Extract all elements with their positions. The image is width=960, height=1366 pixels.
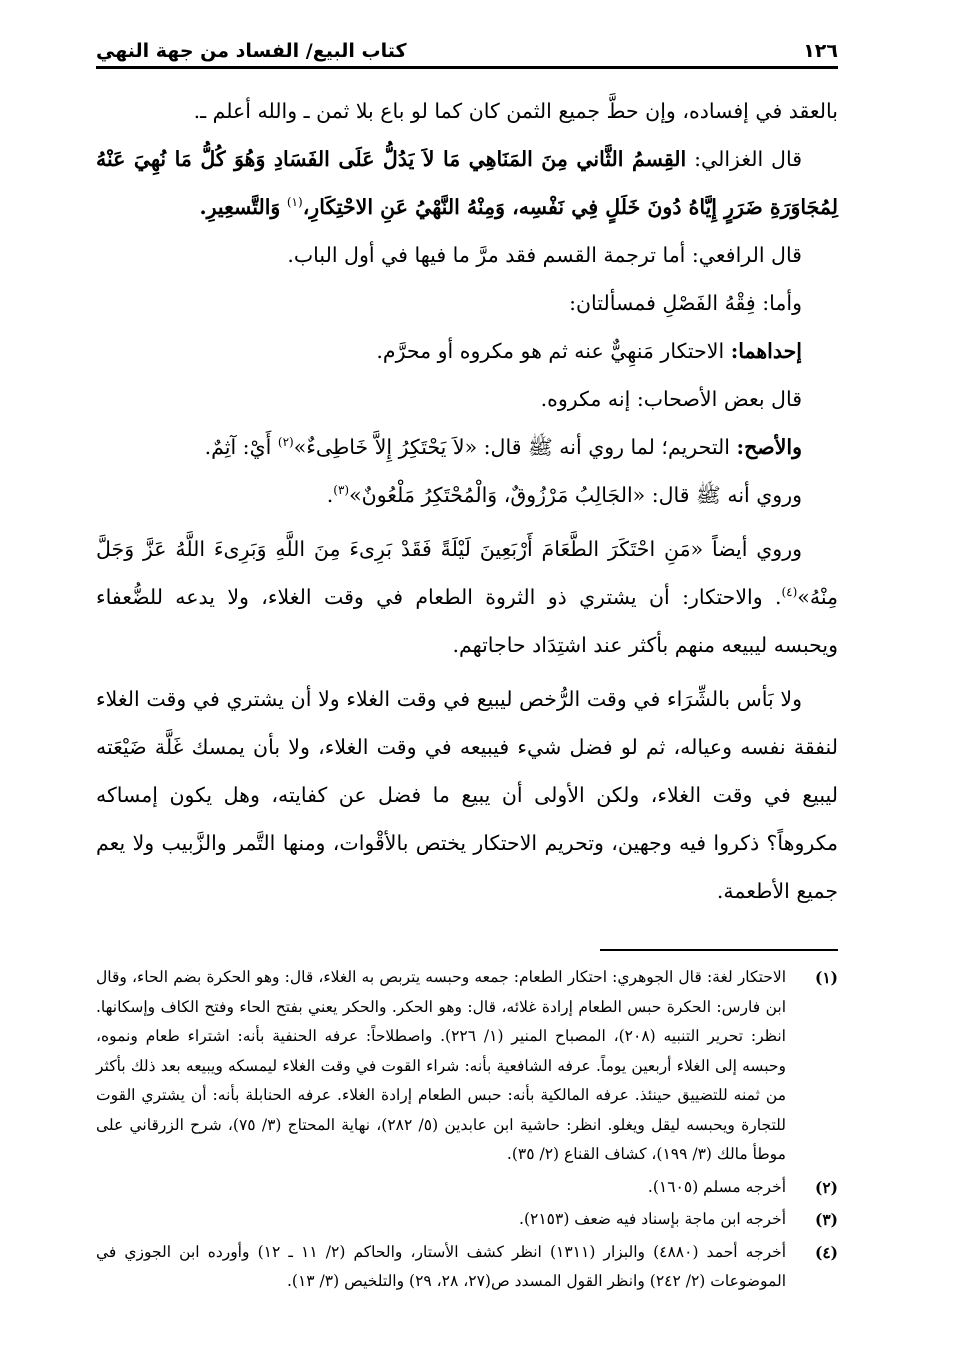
footnote-1 [96,963,838,1170]
footnote-ref-3[interactable]: (٣) [333,483,350,498]
lead-word: وأما: [762,291,802,315]
book-page [96,28,838,1300]
speaker-ghazali: قال الغزالي: [694,147,802,171]
page-number: ١٢٦ [803,40,838,62]
footnote-number: (٢) [814,1177,838,1197]
footnote-ref-2[interactable]: (٢) [277,435,294,450]
footnote-text: أخرجه أحمد (٤٨٨٠) والبزار (١٣١١) انظر كشف الأستار، والحاكم (٢/ ١١ ـ ١٢) وأورده ابن الجوزي في الموضوعات (٢/ ٢٤٢) وانظر القول المسدد ص(٢٧، ٢٨، ٢٩) والتلخيص (٣/ ١٣). [96,1242,787,1290]
footnote-text: الاحتكار لغة: قال الجوهري: احتكار الطعام: جمعه وحبسه يتربص به الغلاء، قال: وهو الحكرة بضم الحاء، وقال ابن فارس: الحكرة حبس الطعام إرادة غلائه، قال: وهو الحكر. والحكر يعني بفتح الحاء وفتح الكاف وإسكانها. انظر: تحرير التنبيه (٢٠٨)، المصباح المنير (١/ ٢٢٦). واصطلاحاً: عرفه الحنفية بأنه: اشتراء طعام ونموه، وحبسه إلى الغلاء أربعين يوماً. عرفه الشافعية بأنه: شراء القوت في وقت الغلاء ليمسكه ويبيعه بعد ذلك بأكثر من ثمنه للتضييق حينئذ. عرفه المالكية بأنه: حبس الطعام إرادة الغلاء. عرفه الحنابلة بأنه: أن يشتري القوت للتجارة ويحبسه ليقل ويغلو. انظر: حاشية ابن عابدين (٥/ ٢٨٢)، نهاية المحتاج (٣/ ٧٥)، شرح الزرقاني على موطأ مالك (٣/ ١٩٩)، كشاف القناع (٢/ ٣٥). [96,968,786,1163]
paragraph-some-companions: قال بعض الأصحاب: إنه مكروه. [540,387,802,411]
lead-word: والأصح: [736,435,802,459]
footnote-number: (١) [814,968,838,987]
header-rule [96,66,838,69]
footnotes [96,963,838,1297]
paragraph-hadith-2: وروي أنه ﷺ قال: «الجَالِبُ مَرْزُوقٌ، وَالْمُحْتَكِرُ مَلْعُونٌ»$^{(٣)}$. [326,483,802,507]
footnote-divider [600,949,838,951]
paragraph-most-correct: والأصح: التحريم؛ لما روي أنه ﷺ قال: «لاَ يَحْتَكِرُ إِلاَّ خَاطِىءٌ»$^{(٢)}$ أَيْ: آثِمٌ. [204,435,802,459]
paragraph-rafii: قال الرافعي: أما ترجمة القسم فقد مرَّ ما فيها في أول الباب. [287,243,802,267]
footnote-text: أخرجه ابن ماجة بإسناد فيه ضعف (٢١٥٣). [519,1210,786,1228]
main-text [96,87,838,915]
paragraph-first-issue: إحداهما: الاحتكار مَنهِيٌّ عنه ثم هو مكروه أو محرَّم. [376,339,802,363]
ghazali-quote-tail: وَالتَّسعِيرِ. [199,195,281,219]
footnote-ref-1[interactable]: (١) [286,195,303,210]
paragraph-fiqh: وأما: فِقْهُ الفَصْلِ فمسألتان: [569,291,802,315]
footnote-3 [96,1205,838,1235]
footnote-number: (٤) [814,1242,838,1262]
paragraph-ghazali [96,135,838,231]
lead-word: إحداهما: [730,339,802,363]
footnote-number: (٣) [814,1210,838,1229]
ghazali-quote: القِسمُ الثَّاني مِنَ المَنَاهِي مَا لاَ يَدُلُّ عَلَى الفَسَادِ وَهُوَ كُلُّ مَا نُهِيَ عَنْهُ لِمُجَاوَرَةِ ضَرَرٍ إِيَّاهُ دُونَ خَلَلٍ فِي نَفْسِه، وَمِنْهُ النَّهْيُ عَنِ الاحْتِكَارِ، [96,147,838,219]
paragraph-hadith-3: وروي أيضاً «مَنِ احْتَكَرَ الطَّعَامَ أَرْبَعِينَ لَيْلَةً فَقَدْ بَرِىءَ مِنَ اللَّهِ وَبَرِىءَ اللَّهُ عَزَّ وَجَلَّ مِنْهُ»$^{(٤)}$. والاحتكار: أن يشتري ذو الثروة الطعام في وقت الغلاء، ولا يدعه للضُّعفاء ويحبسه ليبيعه منهم بأكثر عند اشتِدَاد حاجاتهم. [96,537,838,657]
footnote-4 [96,1238,838,1297]
paragraph-1: بالعقد في إفساده، وإن حطَّ جميع الثمن كان كما لو باع بلا ثمن ـ والله أعلم ـ. [193,99,838,123]
footnote-text: أخرجه مسلم (١٦٠٥). [647,1177,786,1196]
running-title: كتاب البيع/ الفساد من جهة النهي [96,40,407,62]
paragraph-no-harm: ولا بَأس بالشِّرَاء في وقت الرُّخص ليبيع في وقت الغلاء ولا أن يشتري في وقت الغلاء لنفقة نفسه وعياله، ثم لو فضل شيء فيبيعه في وقت الغلاء، ولا بأن يمسك غَلَّة ضَيْعَته ليبيع في وقت الغلاء، ولكن الأولى أن يبيع ما فضل عن كفايته، وهل يكون إمساكه مكروهاً؟ ذكروا فيه وجهين، وتحريم الاحتكار يختص بالأقْوات، ومنها التَّمر والزَّبيب ولا يعم جميع الأطعمة. [96,687,838,903]
running-header [96,28,838,62]
footnote-2 [96,1173,838,1203]
footnote-ref-4[interactable]: (٤) [781,585,798,600]
